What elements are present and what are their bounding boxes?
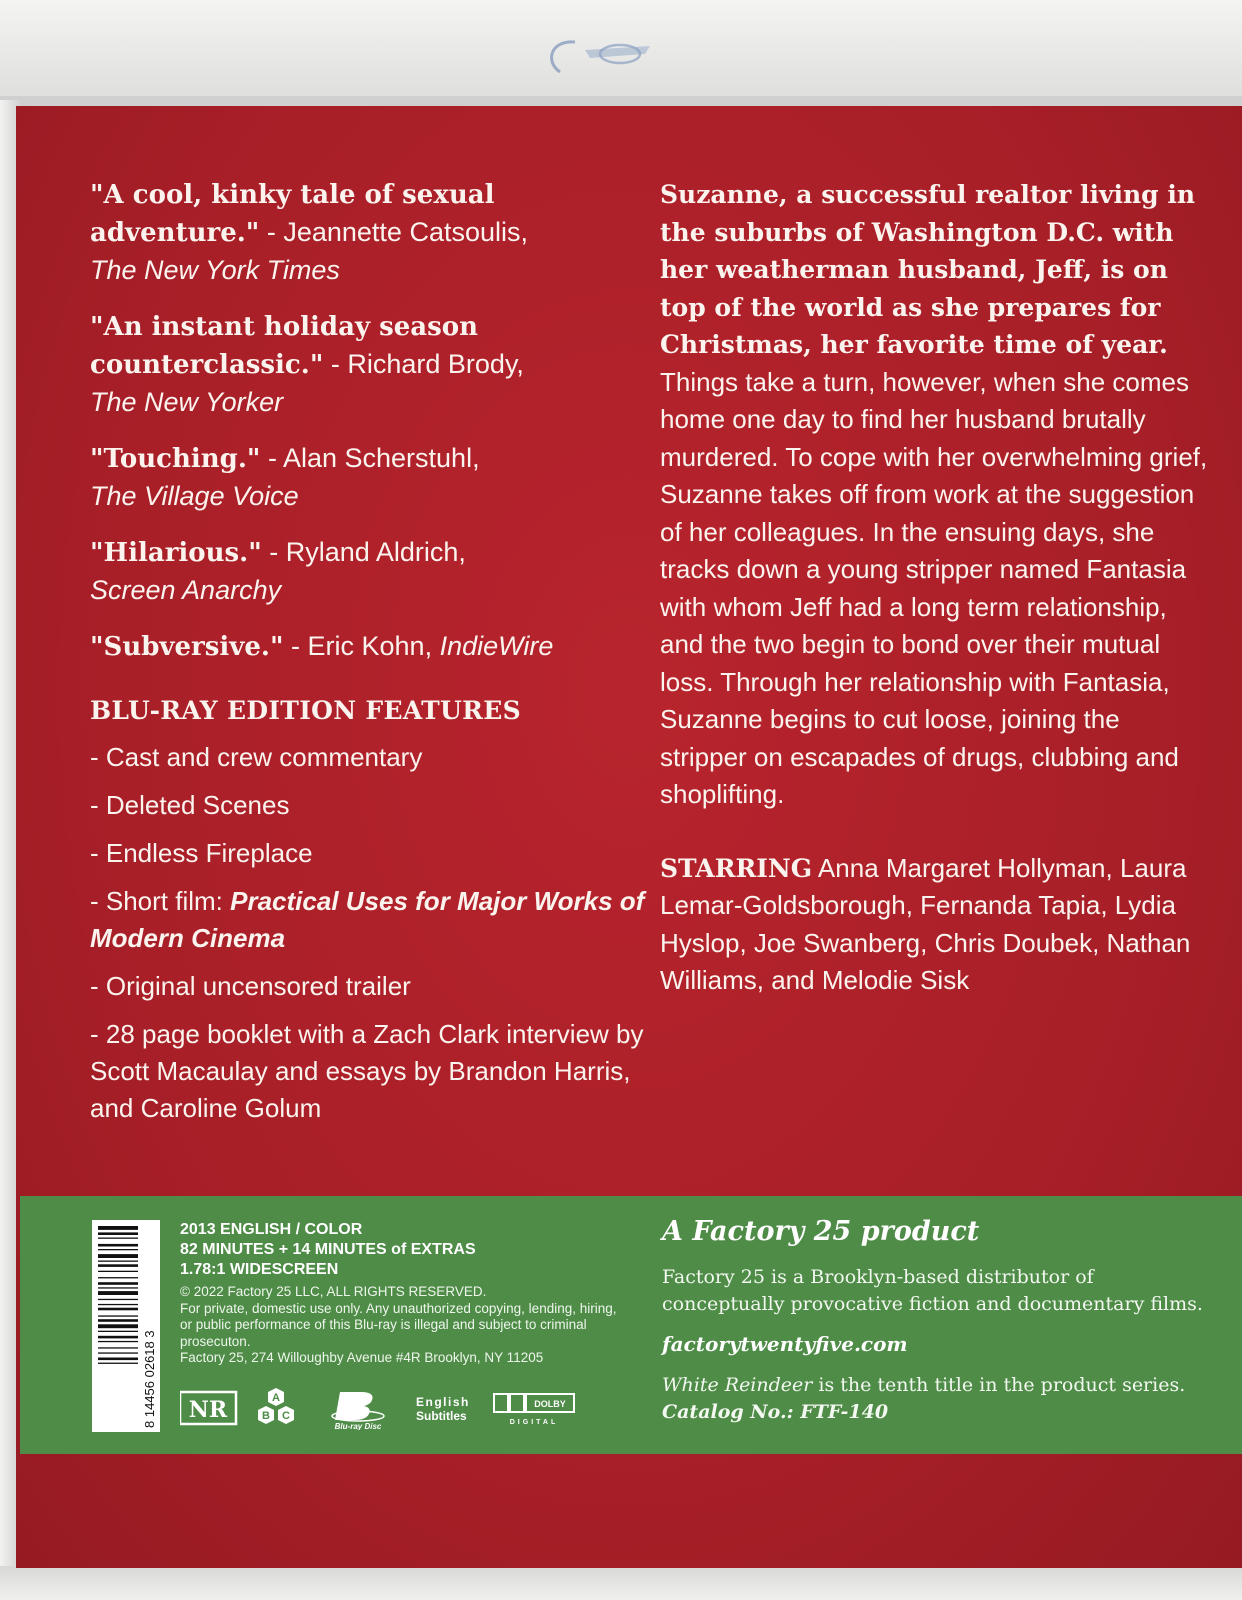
feature-item-short-film [90, 883, 650, 957]
quote-outlet: IndieWire [439, 631, 554, 661]
starring-credits [660, 850, 1210, 1000]
barcode-bar [98, 1347, 138, 1348]
quote-outlet: The Village Voice [90, 481, 299, 511]
short-film-title: Practical Uses for Major Works of Modern Cinema [90, 886, 645, 953]
barcode-bar [98, 1352, 138, 1353]
barcode-bar [98, 1331, 138, 1332]
synopsis-lead: Suzanne, a successful realtor living in the suburbs of Washington D.C. with her weatherman husband, Jeff, is on top of the world as she prepares for Christmas, her favorite time of year. [660, 180, 1195, 359]
bluray-disc-logo [332, 1392, 384, 1430]
subtitles-label [416, 1395, 470, 1423]
left-column [90, 176, 650, 1138]
barcode-bar [98, 1299, 138, 1300]
bluray-case-logo-icon [540, 32, 670, 82]
barcode-bar [98, 1358, 138, 1361]
quote-critic: - Alan Scherstuhl, [260, 443, 480, 473]
subtitles-language: English [416, 1395, 470, 1409]
abc-letter: C [282, 1410, 290, 1422]
bluray-case-rim [0, 96, 1242, 106]
nr-rating-badge [180, 1392, 236, 1424]
feature-item: - Cast and crew commentary [90, 742, 423, 772]
quote-critic: - Ryland Aldrich, [261, 537, 466, 567]
distributor-address: Factory 25, 274 Willoughby Avenue #4R Brooklyn, NY 11205 [180, 1350, 544, 1365]
copyright-line: © 2022 Factory 25 LLC, ALL RIGHTS RESERVED. [180, 1284, 487, 1299]
product-url: factorytwentyfive.com [662, 1332, 908, 1356]
quote-text: "An instant holiday season counterclassic." [90, 312, 479, 380]
barcode-bar [98, 1341, 138, 1342]
barcode-number: 8 14456 02618 3 [142, 1330, 157, 1428]
barcode-bar [98, 1287, 138, 1288]
features-heading: BLU-RAY EDITION FEATURES [90, 696, 521, 725]
barcode-bar [98, 1363, 138, 1364]
barcode-bar [98, 1244, 138, 1247]
barcode-bar [98, 1324, 138, 1328]
barcode-bar [98, 1232, 138, 1235]
barcode-bar [98, 1277, 138, 1278]
abc-rating-icon [258, 1388, 294, 1424]
critic-quote [90, 534, 650, 609]
barcode-bar [98, 1249, 138, 1250]
bluray-case-bottom [0, 1566, 1242, 1600]
series-text: is the tenth title in the product series. [812, 1374, 1186, 1396]
barcode-bar [98, 1304, 138, 1305]
barcode-bar [98, 1264, 138, 1267]
critic-quote [90, 440, 650, 515]
product-title: A Factory 25 product [662, 1216, 980, 1247]
short-film-prefix: - Short film: [90, 886, 231, 916]
barcode-bar [98, 1271, 138, 1272]
synopsis [660, 176, 1210, 814]
synopsis-column [660, 176, 1210, 1026]
ratings-logos [180, 1386, 600, 1430]
barcode-bar [98, 1315, 138, 1316]
dolby-sub: DIGITAL [509, 1419, 559, 1426]
quote-critic: - Richard Brody, [323, 349, 524, 379]
feature-item: - Deleted Scenes [90, 790, 290, 820]
legal-notice: For private, domestic use only. Any unauthorized copying, lending, hiring, or public performance of this Blu-ray is illegal and subject to criminal prosecuton. [180, 1300, 617, 1349]
quote-text: "Subversive." [90, 632, 284, 662]
subtitles-word: Subtitles [416, 1409, 467, 1423]
critic-quote [90, 308, 650, 421]
quote-outlet: The New York Times [90, 255, 340, 285]
barcode-bar [98, 1254, 138, 1258]
barcode-bar [98, 1226, 138, 1230]
feature-item: - Endless Fireplace [90, 838, 313, 868]
bluray-case-top [0, 0, 1242, 110]
dolby-name: DOLBY [534, 1399, 566, 1409]
critic-quote [90, 176, 650, 289]
starring-label: STARRING [660, 853, 813, 883]
critic-quote [90, 628, 650, 666]
product-description: Factory 25 is a Brooklyn-based distributor of conceptually provocative fiction and documentary films. [662, 1266, 1203, 1315]
feature-item: - 28 page booklet with a Zach Clark interview by Scott Macaulay and essays by Brandon Harris, and Caroline Golum [90, 1019, 644, 1123]
disc-specs [180, 1220, 620, 1367]
synopsis-body: Things take a turn, however, when she comes home one day to find her husband brutally murdered. To cope with her overwhelming grief, Suzanne takes off from work at the suggestion of her colleagues. In the ensuing days, she tracks down a young stripper named Fantasia with whom Jeff had a long term relationship, and the two begin to bond over their mutual loss. Through her relationship with Fantasia, Suzanne begins to cut loose, joining the stripper on escapades of drugs, clubbing and shoplifting. [660, 366, 1208, 809]
spec-line: 1.78:1 WIDESCREEN [180, 1261, 339, 1278]
barcode [92, 1220, 160, 1432]
barcode-bar [98, 1261, 138, 1262]
feature-item: - Original uncensored trailer [90, 971, 411, 1001]
spec-line: 2013 ENGLISH / COLOR [180, 1221, 363, 1238]
barcode-bar [98, 1282, 138, 1285]
barcode-bars [98, 1226, 138, 1364]
starring-names: Anna Margaret Hollyman, Laura Lemar-Goldsborough, Fernanda Tapia, Lydia Hyslop, Joe Swanberg, Chris Doubek, Nathan Williams, and Melodie Sisk [660, 852, 1191, 995]
product-series [662, 1372, 1222, 1426]
quote-critic: - Eric Kohn, [283, 631, 433, 661]
barcode-bar [98, 1319, 138, 1322]
critic-quotes [90, 176, 650, 666]
rating-text: NR [188, 1397, 228, 1423]
catalog-number: Catalog No.: FTF-140 [662, 1401, 889, 1423]
barcode-bar [98, 1291, 138, 1295]
barcode-bar [98, 1308, 138, 1311]
barcode-bar [98, 1238, 138, 1239]
quote-outlet: The New Yorker [90, 387, 284, 417]
abc-letter: B [262, 1410, 270, 1422]
bluray-label: Blu-ray Disc [334, 1422, 382, 1430]
spec-line: 82 MINUTES + 14 MINUTES of EXTRAS [180, 1241, 476, 1258]
dolby-digital-logo [494, 1394, 574, 1426]
quote-critic: - Jeannette Catsoulis, [259, 217, 528, 247]
barcode-bar [98, 1336, 138, 1339]
quote-text: "Touching." [90, 444, 261, 474]
quote-text: "Hilarious." [90, 538, 262, 568]
series-title: White Reindeer [662, 1374, 813, 1396]
abc-letter: A [272, 1392, 280, 1404]
quote-text: "A cool, kinky tale of sexual adventure." [90, 180, 495, 248]
quote-outlet: Screen Anarchy [90, 575, 282, 605]
